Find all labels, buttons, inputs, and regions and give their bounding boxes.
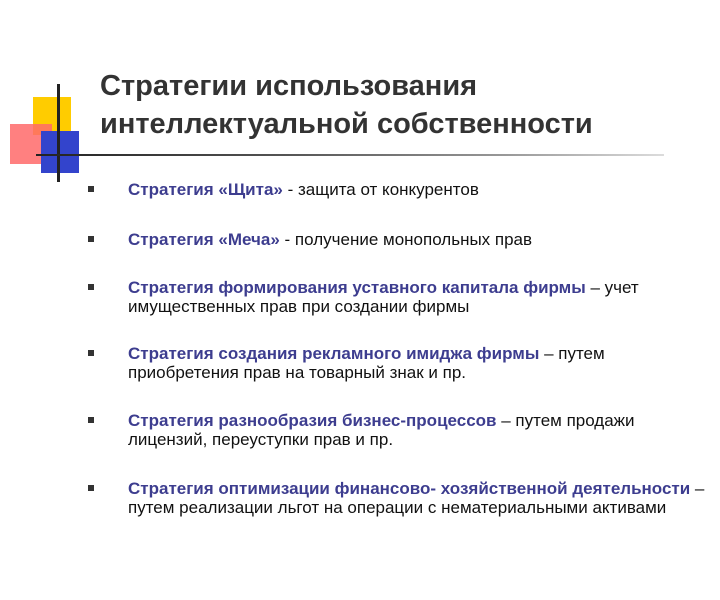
square-bullet-icon [88, 417, 94, 423]
bullet-rest: – путем приобретения прав на товарный знак и пр. [128, 344, 605, 382]
bullet-rest: – путем реализации льгот на операции с нематериальными активами [128, 479, 705, 517]
square-bullet-icon [88, 350, 94, 356]
square-bullet-icon [88, 186, 94, 192]
bullet-rest: – путем продажи лицензий, переуступки прав и пр. [128, 411, 635, 449]
bullet-text [128, 479, 708, 517]
square-bullet-icon [88, 236, 94, 242]
bullet-text [128, 230, 708, 249]
bullet-lead: Стратегия «Меча» [128, 230, 280, 249]
bullet-lead: Стратегия «Щита» [128, 180, 283, 199]
bullet-lead: Стратегия формирования уставного капитала фирмы [128, 278, 586, 297]
slide-title-line-1: Стратегии использования [100, 70, 478, 102]
bullet-rest: - защита от конкурентов [282, 180, 479, 199]
bullet-lead: Стратегия разнообразия бизнес-процессов [128, 411, 497, 430]
slide-title-line-2: интеллектуальной собственности [100, 108, 593, 140]
bullet-rest: - получение монопольных прав [279, 230, 533, 249]
bullet-rest: – учет имущественных прав при создании фирмы [128, 278, 639, 316]
bullet-text [128, 344, 708, 382]
square-bullet-icon [88, 485, 94, 491]
bullet-text [128, 411, 708, 449]
square-bullet-icon [88, 284, 94, 290]
bullet-text [128, 180, 708, 199]
bullet-lead: Стратегия оптимизации финансово- хозяйственной деятельности [128, 479, 691, 498]
bullet-text [128, 278, 708, 316]
bullet-lead: Стратегия создания рекламного имиджа фирмы [128, 344, 540, 363]
